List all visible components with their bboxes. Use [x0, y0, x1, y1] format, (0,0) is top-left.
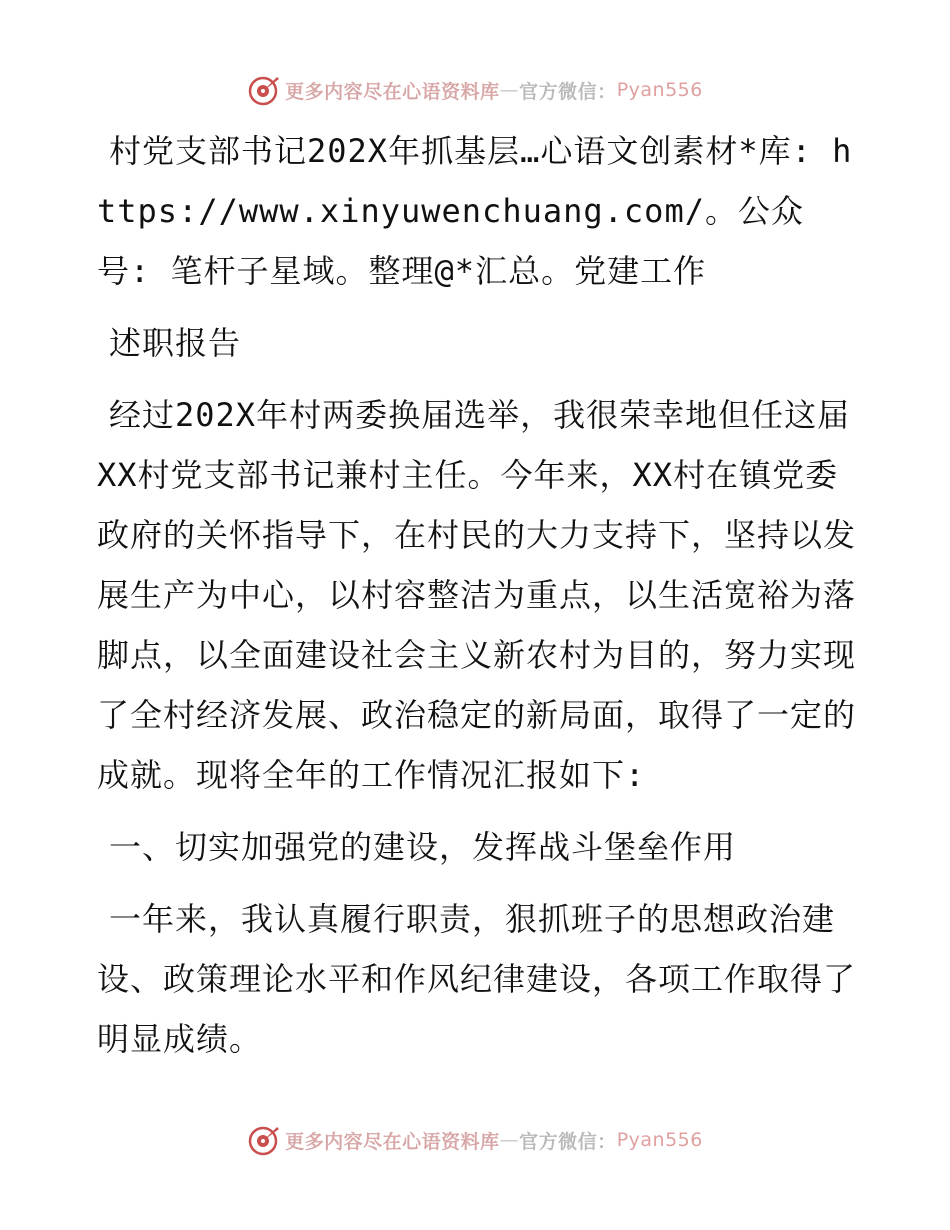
banner-brand-text: 更多内容尽在心语资料库	[285, 80, 500, 103]
footer-watermark-banner	[0, 1120, 950, 1160]
banner-official-label: 官方微信：	[519, 80, 617, 103]
document-subtitle: 述职报告	[109, 324, 242, 362]
section-heading-1: 一、切实加强党的建设，发挥战斗堡垒作用	[109, 828, 737, 866]
pen-nib-circle-icon	[247, 73, 281, 107]
banner-brand-text: 更多内容尽在心语资料库	[285, 1130, 500, 1153]
document-body	[97, 121, 857, 1069]
banner-wechat-id: Pyan556	[616, 1129, 703, 1151]
banner-dash: —	[499, 79, 520, 101]
header-watermark-banner	[0, 70, 950, 110]
pen-nib-circle-icon	[247, 1123, 281, 1157]
banner-wechat-id: Pyan556	[616, 79, 703, 101]
banner-official-label: 官方微信：	[519, 1130, 617, 1153]
paragraph-2: 一年来，我认真履行职责，狠抓班子的思想政治建设、政策理论水平和作风纪律建设，各项工作取得了明显成绩。	[97, 900, 857, 1058]
paragraph-intro: 经过202X年村两委换届选举，我很荣幸地但任这届XX村党支部书记兼村主任。今年来，XX村在镇党委政府的关怀指导下，在村民的大力支持下，坚持以发展生产为中心，以村容整洁为重点，以生活宽裕为落脚点，以全面建设社会主义新农村为目的，努力实现了全村经济发展、政治稳定的新局面，取得了一定的成就。现将全年的工作情况汇报如下:	[97, 396, 857, 794]
banner-dash: —	[499, 1129, 520, 1151]
document-title-line: 村党支部书记202X年抓基层…心语文创素材*库: https://www.xinyuwenchuang.com/。公众号: 笔杆子星域。整理@*汇总。党建工作	[97, 132, 853, 290]
